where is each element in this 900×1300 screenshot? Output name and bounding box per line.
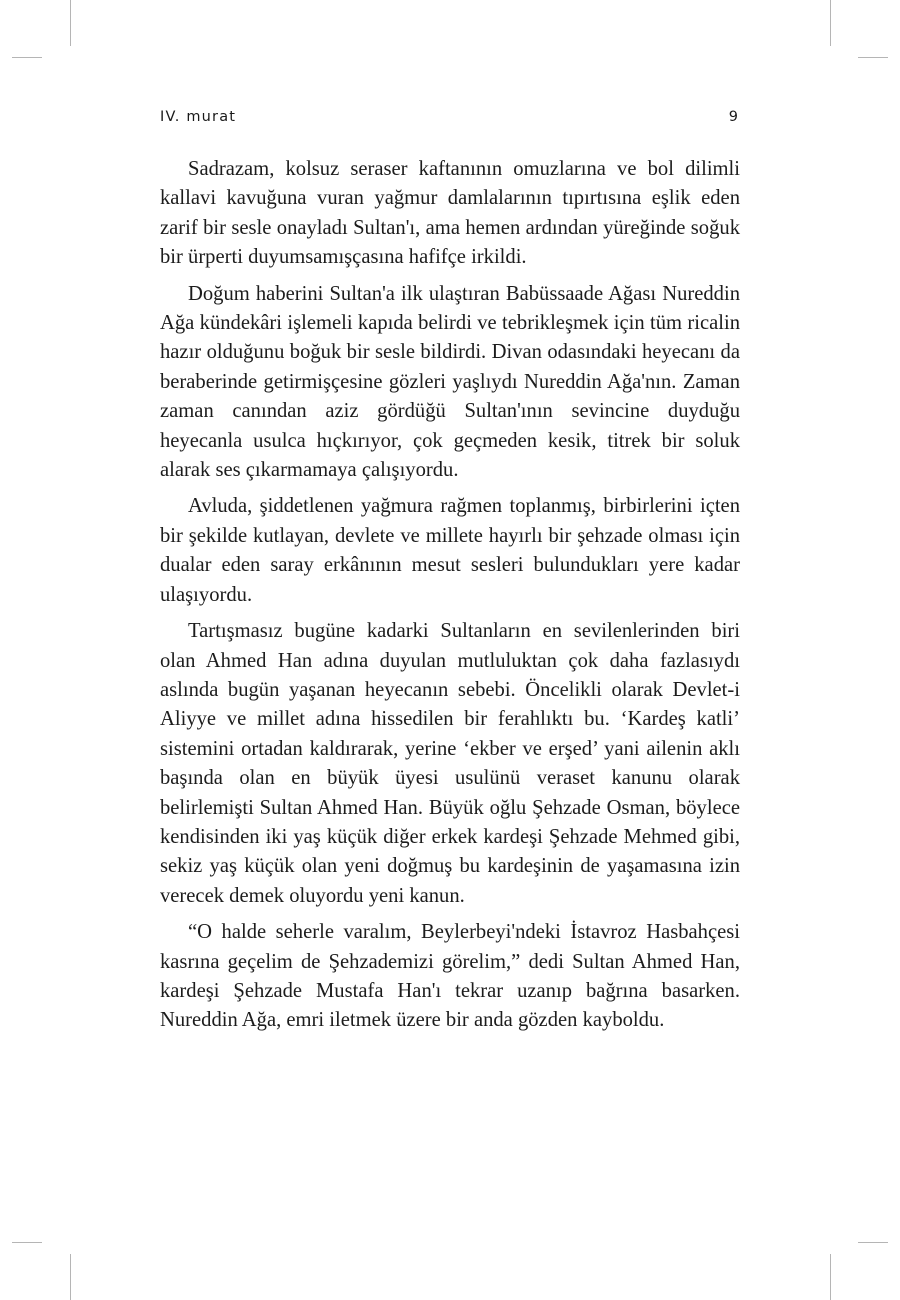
crop-mark-right-lower <box>858 1242 888 1243</box>
crop-mark-right-upper <box>858 57 888 58</box>
crop-mark-left-upper <box>12 57 42 58</box>
crop-mark-top-right <box>830 0 831 46</box>
paragraph: Tartışmasız bugüne kadarki Sultanların en sevilenlerinden biri olan Ahmed Han adına duyulan mutluluktan çok daha fazlasıydı aslında bugün yaşanan heyecanın sebebi. Öncelikli olarak Devlet-i Aliyye ve millet adına hissedilen bir ferahlıktı bu. ‘Kardeş katli’ sistemini ortadan kaldırarak, yerine ‘ekber ve erşed’ yani ailenin aklı başında olan en büyük üyesi usulünü veraset kanunu olarak belirlemişti Sultan Ahmed Han. Büyük oğlu Şehzade Osman, böylece kendisinden iki yaş küçük diğer erkek kardeşi Şehzade Mehmed gibi, sekiz yaş küçük olan yeni doğmuş bu kardeşinin de yaşamasına izin verecek demek oluyordu yeni kanun. <box>160 620 740 907</box>
crop-mark-left-lower <box>12 1242 42 1243</box>
running-title: IV. murat <box>160 109 237 125</box>
paragraph: Sadrazam, kolsuz seraser kaftanının omuzlarına ve bol dilimli kallavi kavuğuna vuran yağmur damlalarının tıpırtısına eşlik eden zarif bir sesle onayladı Sultan'ı, ama hemen ardından yüreğinde soğuk bir ürperti duyumsamışçasına hafifçe irkildi. <box>160 158 740 269</box>
running-header <box>160 109 738 131</box>
crop-mark-bottom-left <box>70 1254 71 1300</box>
page-number: 9 <box>728 109 738 125</box>
paragraph: “O halde seherle varalım, Beylerbeyi'ndeki İstavroz Hasbahçesi kasrına geçelim de Şehzademizi görelim,” dedi Sultan Ahmed Han, kardeşi Şehzade Mustafa Han'ı tekrar uzanıp bağrına basarken. Nureddin Ağa, emri iletmek üzere bir anda gözden kayboldu. <box>160 921 740 1032</box>
body-text <box>160 155 740 1043</box>
paragraph: Doğum haberini Sultan'a ilk ulaştıran Babüssaade Ağası Nureddin Ağa kündekâri işlemeli kapıda belirdi ve tebrikleşmek için tüm ricalin hazır olduğunu boğuk bir sesle bildirdi. Divan odasındaki heyecanı da beraberinde getirmişçesine gözleri yaşlıydı Nureddin Ağa'nın. Zaman zaman canından aziz gördüğü Sultan'ının sevincine duyduğu heyecanla usulca hıçkırıyor, çok geçmeden kesik, titrek bir soluk alarak ses çıkarmamaya çalışıyordu. <box>160 282 740 482</box>
paragraph: Avluda, şiddetlenen yağmura rağmen toplanmış, birbirlerini içten bir şekilde kutlayan, devlete ve millete hayırlı bir şehzade olması için dualar eden saray erkânının mesut sesleri bulundukları yere kadar ulaşıyordu. <box>160 495 740 606</box>
crop-mark-top-left <box>70 0 71 46</box>
crop-mark-bottom-right <box>830 1254 831 1300</box>
